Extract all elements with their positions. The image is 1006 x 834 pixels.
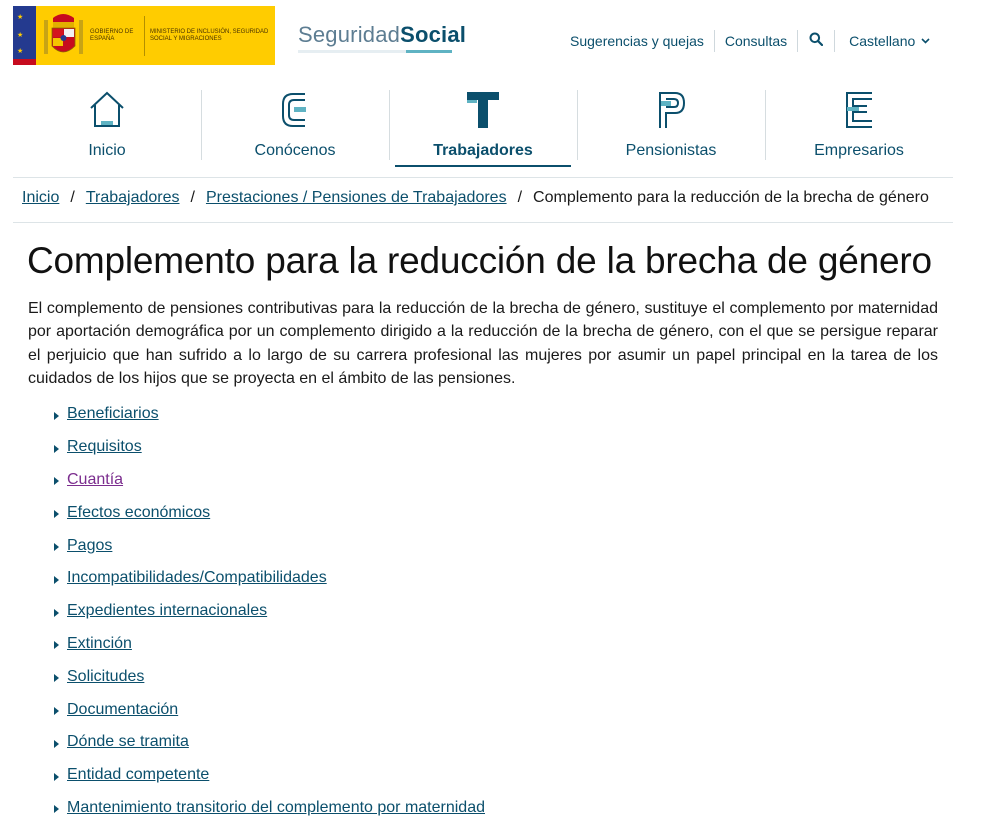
tab-pensionistas[interactable] <box>577 84 765 178</box>
chevron-down-icon <box>921 38 930 44</box>
government-label: GOBIERNO DE ESPAÑA <box>90 28 134 42</box>
eu-flag-strip: ★ ★ ★ <box>13 6 36 65</box>
tab-inicio[interactable] <box>13 84 201 178</box>
tab-label: Empresarios <box>814 142 904 159</box>
list-item <box>54 693 485 726</box>
e-letter-icon <box>839 90 879 130</box>
nav-divider <box>389 90 390 160</box>
list-item <box>54 726 485 759</box>
breadcrumb <box>22 189 929 207</box>
list-item <box>54 398 485 431</box>
link-requisitos[interactable]: Requisitos <box>67 438 142 456</box>
tab-conocenos[interactable] <box>201 84 389 178</box>
bullet-arrow-icon <box>54 740 59 748</box>
list-item <box>54 529 485 562</box>
link-pagos[interactable]: Pagos <box>67 536 113 554</box>
bullet-arrow-icon <box>54 674 59 682</box>
nav-divider <box>577 90 578 160</box>
bullet-arrow-icon <box>54 805 59 813</box>
link-entidad-competente[interactable]: Entidad competente <box>67 766 210 784</box>
link-incompatibilidades[interactable]: Incompatibilidades/Compatibilidades <box>67 569 327 587</box>
tab-trabajadores[interactable] <box>389 84 577 178</box>
link-cuantia[interactable]: Cuantía <box>67 470 124 488</box>
link-beneficiarios[interactable]: Beneficiarios <box>67 405 159 423</box>
c-letter-icon <box>275 90 315 130</box>
link-extincion[interactable]: Extinción <box>67 634 132 652</box>
bullet-arrow-icon <box>54 576 59 584</box>
utility-nav <box>560 30 940 52</box>
intro-paragraph: El complemento de pensiones contributivas para la reducción de la brecha de género, sustituye el complemento por maternidad por aportación demográfica por un complemento dirigido a la reducción de la brecha de género, con el que se persigue reparar el perjuicio que han sufrido a lo largo de su carrera profesional las mujeres por asumir un papel principal en la tarea de los cuidados de los hijos que se proyecta en el ámbito de las pensiones. <box>28 300 938 387</box>
tab-empresarios[interactable] <box>765 84 953 178</box>
tab-label: Conócenos <box>254 142 336 159</box>
list-item <box>54 595 485 628</box>
breadcrumb-separator: / <box>70 189 75 206</box>
breadcrumb-link-prestaciones[interactable]: Prestaciones / Pensiones de Trabajadores <box>205 189 507 206</box>
bullet-arrow-icon <box>54 543 59 551</box>
link-solicitudes[interactable]: Solicitudes <box>67 667 145 685</box>
link-documentacion[interactable]: Documentación <box>67 700 179 718</box>
language-selector[interactable] <box>835 31 940 51</box>
link-efectos-economicos[interactable]: Efectos económicos <box>67 503 211 521</box>
breadcrumb-separator: / <box>190 189 195 206</box>
search-icon <box>809 32 823 46</box>
breadcrumb-separator: / <box>517 189 523 206</box>
list-item <box>54 496 485 529</box>
bullet-arrow-icon <box>54 412 59 420</box>
search-button[interactable] <box>798 31 834 51</box>
link-mantenimiento-transitorio[interactable]: Mantenimiento transitorio del complemento por maternidad <box>67 798 485 816</box>
bullet-arrow-icon <box>54 510 59 518</box>
t-letter-icon <box>463 90 503 130</box>
seguridad-social-logo[interactable] <box>298 22 466 48</box>
section-links-list <box>54 398 485 824</box>
breadcrumb-current: Complemento para la reducción de la brecha de género <box>533 189 929 206</box>
nav-divider <box>765 90 766 160</box>
list-item <box>54 792 485 825</box>
list-item <box>54 759 485 792</box>
tab-label: Trabajadores <box>433 142 533 159</box>
p-letter-icon <box>651 90 691 130</box>
bullet-arrow-icon <box>54 773 59 781</box>
tab-label: Pensionistas <box>625 142 717 159</box>
breadcrumb-link-trabajadores[interactable]: Trabajadores <box>85 189 180 206</box>
nav-bottom-divider <box>13 177 953 178</box>
logo-bold-text: Social <box>400 22 467 47</box>
coat-of-arms-icon <box>41 10 86 62</box>
tab-label: Inicio <box>88 142 126 159</box>
bullet-arrow-icon <box>54 445 59 453</box>
list-item <box>54 562 485 595</box>
logo-underline <box>298 50 452 53</box>
page-title: Complemento para la reducción de la brecha de género <box>27 240 932 281</box>
link-expedientes-internacionales[interactable]: Expedientes internacionales <box>67 602 268 620</box>
government-logo[interactable] <box>13 6 275 65</box>
logo-divider <box>144 16 145 56</box>
language-label: Castellano <box>849 33 916 49</box>
list-item <box>54 628 485 661</box>
consultas-link[interactable]: Consultas <box>724 33 788 49</box>
breadcrumb-divider <box>13 222 953 223</box>
bullet-arrow-icon <box>54 477 59 485</box>
logo-light-text: Seguridad <box>298 22 401 47</box>
suggestions-link[interactable]: Sugerencias y quejas <box>570 33 704 49</box>
list-item <box>54 464 485 497</box>
breadcrumb-link-inicio[interactable]: Inicio <box>22 189 60 206</box>
main-navigation <box>13 84 953 178</box>
ministry-label: MINISTERIO DE INCLUSIÓN, SEGURIDAD SOCIAL Y MIGRACIONES <box>150 28 269 42</box>
list-item <box>54 431 485 464</box>
home-icon <box>87 90 127 130</box>
nav-divider <box>201 90 202 160</box>
bullet-arrow-icon <box>54 641 59 649</box>
link-donde-se-tramita[interactable]: Dónde se tramita <box>67 733 189 751</box>
bullet-arrow-icon <box>54 609 59 617</box>
bullet-arrow-icon <box>54 707 59 715</box>
list-item <box>54 660 485 693</box>
